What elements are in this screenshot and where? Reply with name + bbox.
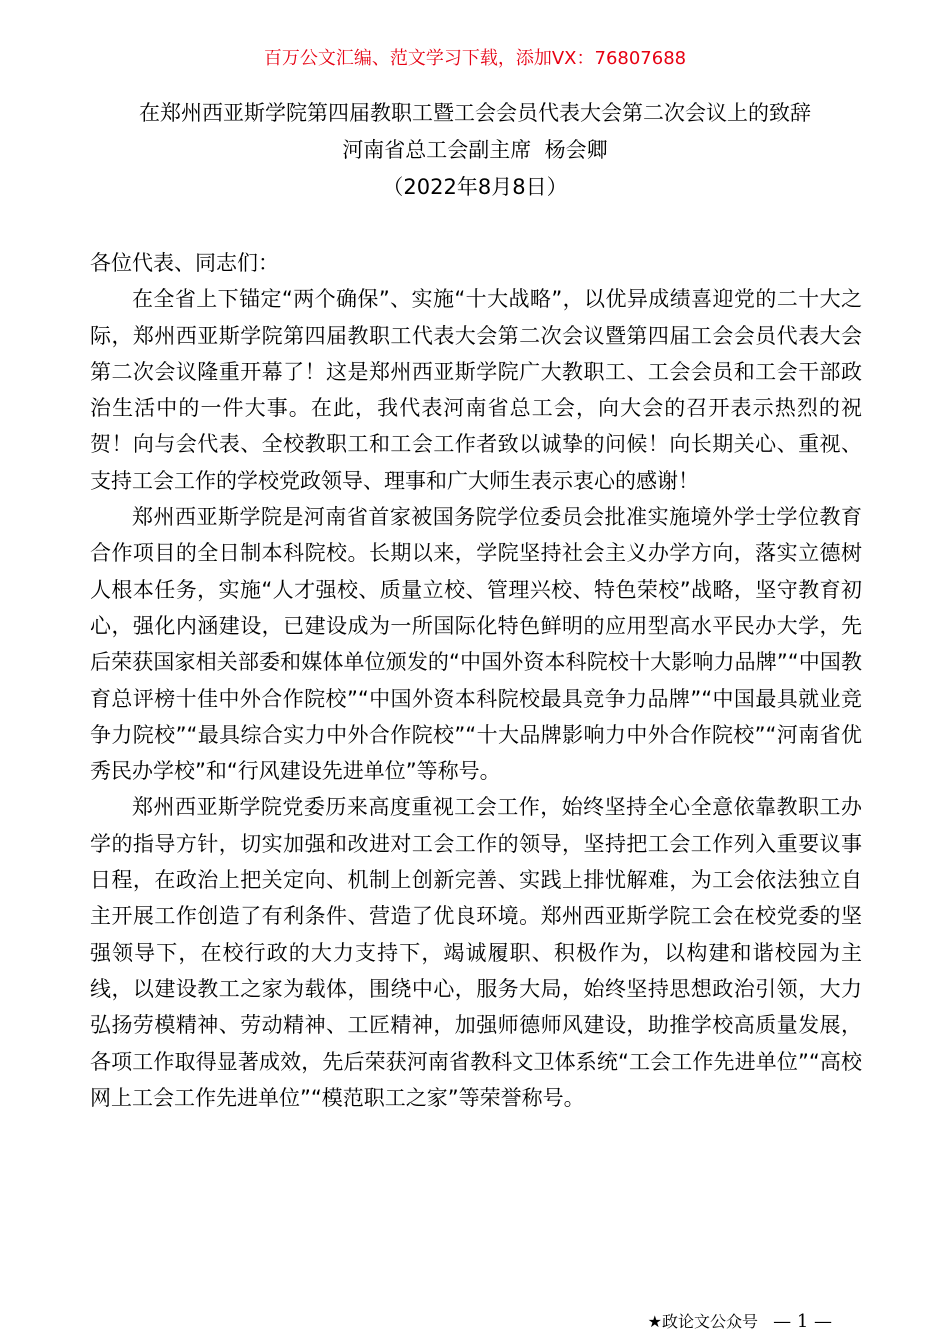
page-footer: [648, 1310, 832, 1334]
speech-body: [90, 245, 862, 1116]
paragraph-2: 郑州西亚斯学院是河南省首家被国务院学位委员会批准实施境外学士学位教育合作项目的全日制本科院校。长期以来，学院坚持社会主义办学方向，落实立德树人根本任务，实施“人才强校、质量立校、管理兴校、特色荣校”战略，坚守教育初心，强化内涵建设，已建设成为一所国际化特色鲜明的应用型高水平民办大学，先后荣获国家相关部委和媒体单位颁发的“中国外资本科院校十大影响力品牌”“中国教育总评榜十佳中外合作院校”“中国外资本科院校最具竞争力品牌”“中国最具就业竞争力院校”“最具综合实力中外合作院校”“十大品牌影响力中外合作院校”“河南省优秀民办学校”和“行风建设先进单位”等称号。: [90, 505, 862, 784]
footer-source: ★政论文公众号: [647, 1312, 758, 1331]
salutation: 各位代表、同志们：: [90, 251, 279, 275]
paragraph-3: 郑州西亚斯学院党委历来高度重视工会工作，始终坚持全心全意依靠教职工办学的指导方针，切实加强和改进对工会工作的领导，坚持把工会工作列入重要议事日程，在政治上把关定向、机制上创新完善、实践上排忧解难，为工会依法独立自主开展工作创造了有利条件、营造了优良环境。郑州西亚斯学院工会在校党委的坚强领导下，在校行政的大力支持下，竭诚履职、积极作为，以构建和谐校园为主线，以建设教工之家为载体，围绕中心，服务大局，始终坚持思想政治引领，大力弘扬劳模精神、劳动精神、工匠精神，加强师德师风建设，助推学校高质量发展，各项工作取得显著成效，先后荣获河南省教科文卫体系统“工会工作先进单位”“高校网上工会工作先进单位”“模范职工之家”等荣誉称号。: [90, 795, 862, 1110]
page-number: — 1 —: [773, 1311, 832, 1332]
paragraph-1: 在全省上下锚定“两个确保”、实施“十大战略”，以优异成绩喜迎党的二十大之际，郑州西亚斯学院第四届教职工代表大会第二次会议暨第四届工会会员代表大会第二次会议隆重开幕了！这是郑州西亚斯学院广大教职工、工会会员和工会干部政治生活中的一件大事。在此，我代表河南省总工会，向大会的召开表示热烈的祝贺！向与会代表、全校教职工和工会工作者致以诚挚的问候！向长期关心、重视、支持工会工作的学校党政领导、理事和广大师生表示衷心的感谢！: [90, 287, 862, 493]
speech-date: （2022年8月8日）: [382, 175, 568, 199]
speech-title: 在郑州西亚斯学院第四届教职工暨工会会员代表大会第二次会议上的致辞: [139, 101, 811, 125]
download-banner: 百万公文汇编、范文学习下载，添加VX：76807688: [263, 48, 687, 69]
speaker-line: 河南省总工会副主席 杨会卿: [342, 138, 608, 162]
